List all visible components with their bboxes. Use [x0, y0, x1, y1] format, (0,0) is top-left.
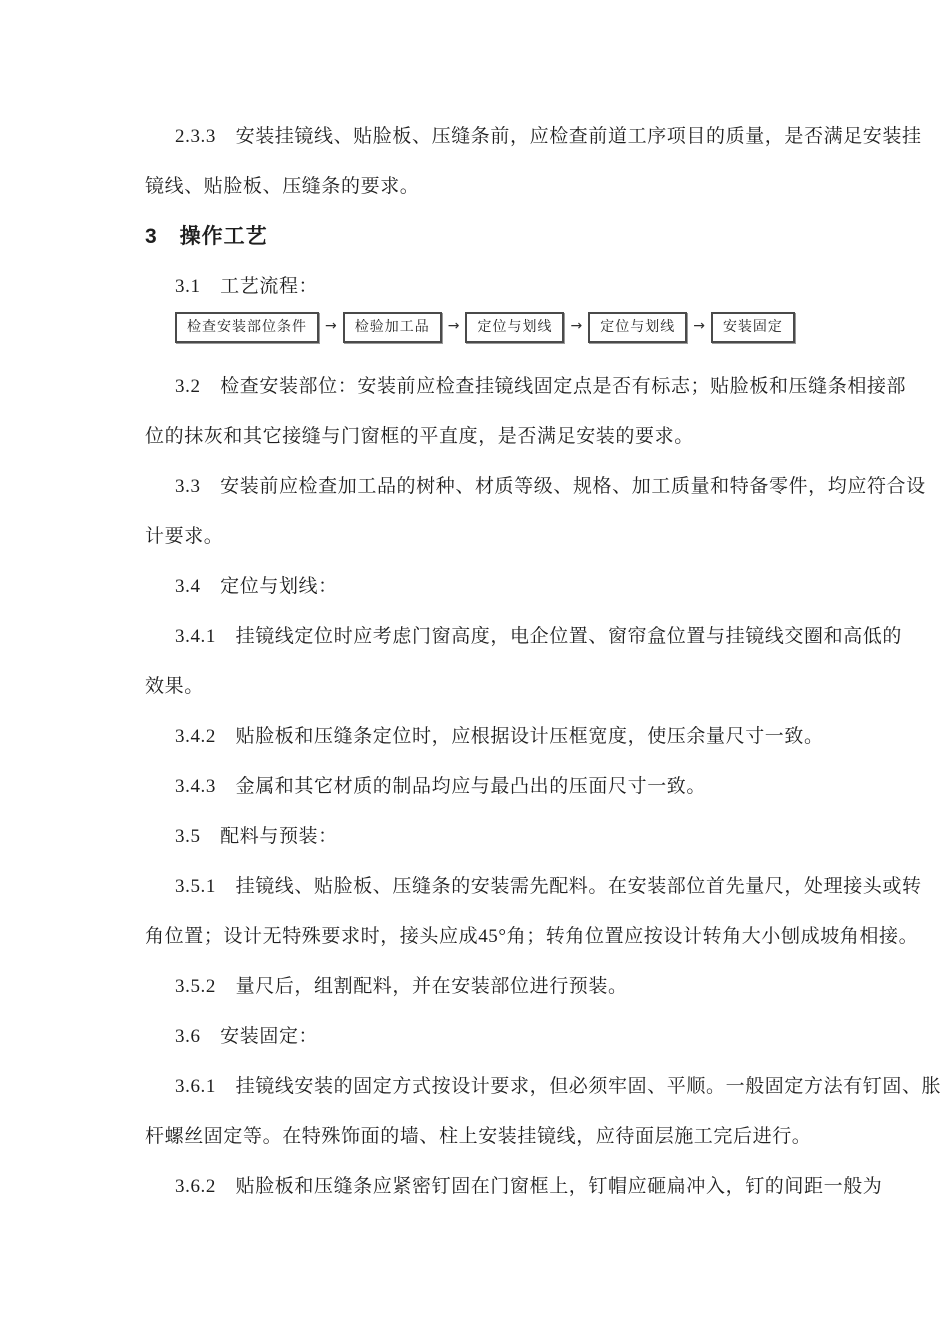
- flow-arrow-icon: →: [447, 318, 460, 334]
- flow-arrow-icon: →: [693, 318, 705, 334]
- section-heading: 3 操作工艺: [145, 225, 268, 248]
- text-line: 效果。: [145, 676, 204, 697]
- flow-step-box: 检查安装部位条件: [175, 312, 319, 343]
- text-line: 3.6 安装固定：: [175, 1026, 319, 1047]
- text-line: 3.4.2 贴脸板和压缝条定位时，应根据设计压框宽度，使压余量尺寸一致。: [175, 726, 824, 747]
- text-line: 计要求。: [145, 526, 224, 547]
- text-line: 2.3.3 安装挂镜线、贴脸板、压缝条前，应检查前道工序项目的质量，是否满足安装挂: [175, 126, 922, 147]
- text-line: 3.1 工艺流程：: [175, 276, 319, 297]
- flow-step-box: 安装固定: [711, 312, 795, 343]
- text-line: 3.5.2 量尺后，组割配料，并在安装部位进行预装。: [175, 976, 628, 997]
- text-line: 3.4 定位与划线：: [175, 576, 338, 597]
- text-line: 3.6.1 挂镜线安装的固定方式按设计要求，但必须牢固、平顺。一般固定方法有钉固、胀: [175, 1076, 942, 1097]
- text-line: 3.4.3 金属和其它材质的制品均应与最凸出的压面尺寸一致。: [175, 776, 707, 797]
- text-line: 3.2 检查安装部位：安装前应检查挂镜线固定点是否有标志；贴脸板和压缝条相接部: [175, 376, 907, 397]
- text-line: 3.4.1 挂镜线定位时应考虑门窗高度，电企位置、窗帘盒位置与挂镜线交圈和高低的: [175, 626, 903, 647]
- flow-step-box: 定位与划线: [465, 312, 564, 343]
- text-line: 3.5.1 挂镜线、贴脸板、压缝条的安装需先配料。在安装部位首先量尺，处理接头或转: [175, 876, 922, 897]
- text-line: 位的抹灰和其它接缝与门窗框的平直度，是否满足安装的要求。: [145, 426, 694, 447]
- flow-step-box: 定位与划线: [588, 312, 687, 343]
- process-flowchart: [145, 312, 907, 362]
- flow-arrow-icon: →: [570, 318, 583, 334]
- text-line: 3.5 配料与预装：: [175, 826, 338, 847]
- document-body: [145, 112, 942, 1212]
- flow-arrow-icon: →: [325, 318, 337, 334]
- text-line: 3.6.2 贴脸板和压缝条应紧密钉固在门窗框上，钉帽应砸扁冲入，钉的间距一般为: [175, 1176, 883, 1197]
- text-line: 角位置；设计无特殊要求时，接头应成45°角；转角位置应按设计转角大小刨成坡角相接。: [145, 926, 919, 947]
- text-line: 镜线、贴脸板、压缝条的要求。: [145, 176, 420, 197]
- text-line: 3.3 安装前应检查加工品的树种、材质等级、规格、加工质量和特备零件，均应符合设: [175, 476, 926, 497]
- text-line: 杆螺丝固定等。在特殊饰面的墙、柱上安装挂镜线，应待面层施工完后进行。: [145, 1126, 812, 1147]
- flow-step-box: 检验加工品: [343, 312, 442, 343]
